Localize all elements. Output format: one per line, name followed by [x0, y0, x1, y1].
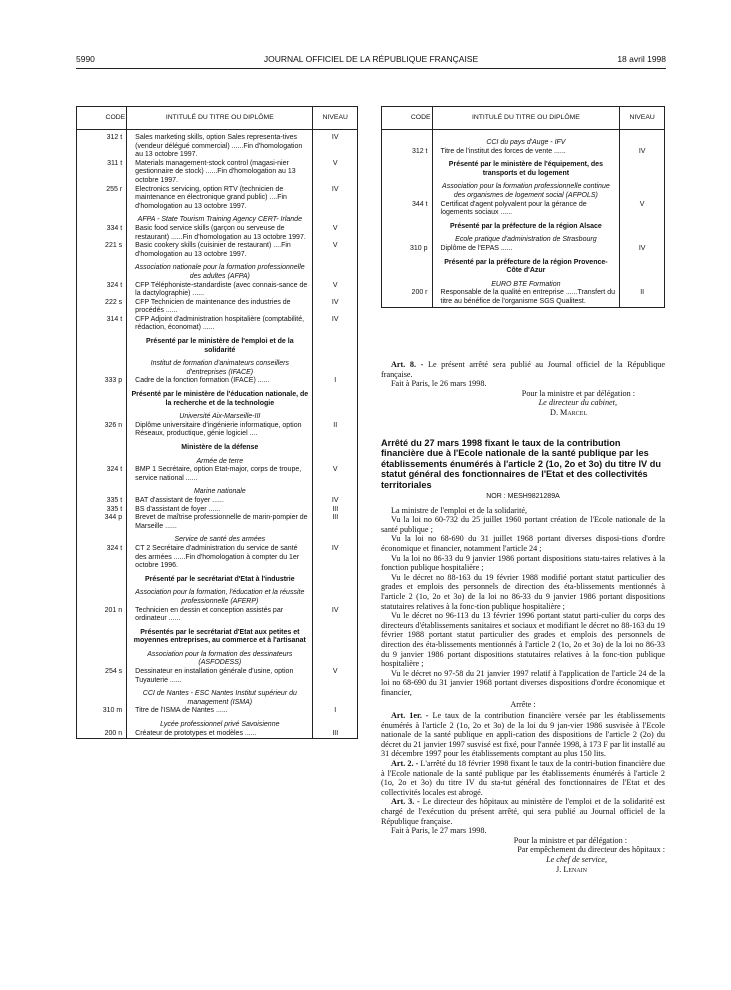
organisation-name: CCI du pays d'Auge - IFV [432, 134, 620, 148]
row-level: III [313, 730, 358, 739]
row-level: I [313, 707, 358, 716]
organisation-row [382, 276, 665, 290]
row-title-text: BMP 1 Secrétaire, option Etat-major, corps de troupe, service national ...... [135, 466, 302, 482]
article-8-block [381, 360, 665, 418]
row-level: IV [620, 245, 665, 254]
empty-code-cell [382, 156, 433, 178]
art3-text: Le directeur des hôpitaux au ministère de l'emploi et de la solidarité est chargé de l'exécution du présent arrêté, qui sera publié au Journal officiel de la République française. [381, 797, 666, 826]
table-row [77, 707, 358, 716]
nor-reference: NOR : MESH9821289A [486, 493, 560, 501]
section-heading: Présenté par la préfecture de la région Alsace [432, 218, 620, 232]
row-title-text: CT 2 Secrétaire d'administration du service de santé des armées ...... [135, 544, 298, 561]
row-title-text: Basic cookery skills (cuisinier de restaurant) .... [135, 242, 282, 250]
row-title [127, 668, 313, 685]
organisation-name: Association pour la formation des dessinateurs (ASFODESS) [127, 646, 313, 668]
table-row [382, 148, 665, 157]
art3-label: Art. 3. - [391, 797, 420, 807]
row-title-text: Titre de l'ISMA de Nantes ...... [135, 707, 228, 715]
empty-code-cell [77, 584, 127, 606]
art1-label: Art. 1er. - [391, 711, 429, 721]
table-row [77, 377, 358, 386]
visa-paragraph: Vu le décret no 96-113 du 13 février 1996 portant statut parti-culier du corps des directeurs d'établissements sanitaires et sociaux et modifiant le décret no 88-163 du 19 février 1988 portant statut particulier des grades et emplois des personnels de direction des éta-blissements mentionnés à l'article 2 (1o, 2o et 3o) de la loi no 86-33 du 9 janvier 1986 portant dispositions statutaires relatives à la fonc-tion publique hospitalière ; [381, 611, 665, 669]
row-title [127, 160, 313, 186]
row-title [127, 506, 313, 515]
row-title [432, 289, 620, 307]
section-heading: Présenté par le ministère de l'équipement, des transports et du logement [432, 156, 620, 178]
row-code: 314 t [77, 316, 127, 333]
organisation-name: Service de santé des armées [127, 531, 313, 545]
organisation-row [77, 355, 358, 377]
empty-level-cell [620, 231, 665, 245]
section-heading-row [382, 218, 665, 232]
row-title-text: BS d'assistant de foyer ...... [135, 505, 221, 513]
row-level: II [313, 422, 358, 439]
table-row [77, 186, 358, 212]
art8-sign2: Le directeur du cabinet, [538, 398, 617, 408]
empty-code-cell [382, 178, 433, 200]
empty-level-cell [313, 685, 358, 707]
organisation-name: EURO BTE Formation [432, 276, 620, 290]
empty-code-cell [382, 134, 433, 148]
row-code: 324 t [77, 545, 127, 571]
row-title [127, 134, 313, 160]
empty-code-cell [77, 531, 127, 545]
arrete-sign1: Pour la ministre et par délégation : [513, 835, 627, 845]
table-row [77, 242, 358, 259]
organisation-name: Marine nationale [127, 483, 313, 497]
empty-level-cell [620, 276, 665, 290]
empty-level-cell [313, 211, 358, 225]
section-heading-row [77, 439, 358, 453]
organisation-name: CCI de Nantes - ESC Nantes Institut supérieur du management (ISMA) [127, 685, 313, 707]
empty-code-cell [77, 624, 127, 646]
empty-level-cell [620, 134, 665, 148]
empty-code-cell [77, 355, 127, 377]
empty-code-cell [77, 646, 127, 668]
organisation-row [77, 259, 358, 281]
section-heading: Présenté par le secrétariat d'Etat à l'industrie [127, 571, 313, 585]
table-row [77, 545, 358, 571]
section-heading-row [382, 156, 665, 178]
art1-text: Le taux de la contribution financière versée par les établissements énumérés à l'article 2 (1o, 2o et 3o) de la loi du 9 jan-vier 1986 susvisée à l'Ecole nationale de la santé publique en appli-cation des dispositions de l'article 2 (2o) du décret du 21 janvier 1997 susvisé est fixé, pour l'année 1998, à 173 F par lit installé au 31 décembre 1997 pour les établissements comptant au plus 150 lits. [381, 711, 666, 759]
visa-paragraph: Vu la loi no 60-732 du 25 juillet 1960 portant création de l'Ecole nationale de la santé publique ; [381, 515, 665, 534]
organisation-row [77, 716, 358, 730]
organisation-name: Université Aix-Marseille-III [127, 408, 313, 422]
row-title-text: Créateur de prototypes et modèles ...... [135, 729, 257, 737]
art2-label: Art. 2. - [391, 759, 419, 769]
col-header-title: INTITULÉ DU TITRE OU DIPLÔME [432, 107, 620, 130]
page-number: 5990 [76, 54, 95, 64]
empty-level-cell [313, 259, 358, 281]
col-header-code: CODE [382, 107, 433, 130]
row-homologation-note: Transfert du titre au bénéfice de l'organisme SGS Qualitest. [440, 289, 615, 305]
organisation-row [77, 685, 358, 707]
row-title-text: Basic food service skills (garçon ou serveuse de restaurant) ...... [135, 224, 285, 241]
row-homologation-note: Fin d'homologation au 13 octobre 1997. [182, 233, 306, 241]
organisation-name: Institut de formation d'animateurs conseillers d'entreprises (IFACE) [127, 355, 313, 377]
row-code: 324 t [77, 282, 127, 299]
empty-level-cell [313, 483, 358, 497]
organisation-row [77, 408, 358, 422]
section-heading-row [77, 333, 358, 355]
art8-label: Art. 8. - [391, 360, 424, 369]
row-code: 310 m [77, 707, 127, 716]
arrete-block [381, 438, 665, 874]
visa-paragraph: Vu la loi no 68-690 du 31 juillet 1968 portant diverses disposi-tions d'ordre économique et financier, notamment l'article 24 ; [381, 534, 665, 553]
row-title-text: Cadre de la fonction formation (IFACE) ...... [135, 377, 270, 385]
empty-level-cell [620, 218, 665, 232]
section-heading: Présenté par le ministère de l'éducation nationale, de la recherche et de la technologie [127, 386, 313, 408]
row-code: 221 s [77, 242, 127, 259]
row-title [432, 245, 620, 254]
journal-title: JOURNAL OFFICIEL DE LA RÉPUBLIQUE FRANÇAISE [263, 54, 479, 64]
row-code: 324 t [77, 466, 127, 483]
table-row [77, 225, 358, 242]
issue-date: 18 avril 1998 [617, 54, 666, 64]
empty-level-cell [313, 453, 358, 467]
right-diploma-table [381, 106, 665, 308]
art8-sign1: Pour la ministre et par délégation : [521, 388, 635, 398]
row-code: 310 p [382, 245, 433, 254]
arrete-visas [381, 506, 665, 698]
row-code: 255 r [77, 186, 127, 212]
row-title-text: Diplôme universitaire d'ingénierie informatique, option Réseaux, productique, génie logiciel .... [135, 421, 302, 438]
row-title [127, 225, 313, 242]
row-homologation-note: Fin d'homologation au 13 octobre 1997. [135, 242, 291, 258]
row-code: 222 s [77, 299, 127, 316]
row-title [127, 607, 313, 624]
organisation-name: Lycée professionnel privé Savoisienne [127, 716, 313, 730]
row-homologation-note: Fin d'homologation à compter du 1er octobre 1996. [135, 553, 300, 570]
art8-text: Le présent arrêté sera publié au Journal officiel de la République française. [381, 360, 666, 379]
arrete-sign2: Par empêchement du directeur des hôpitaux : [517, 845, 665, 855]
art2-text: L'arrêté du 18 février 1998 fixant le taux de la contri-bution financière due à l'Ecole nationale de la santé publique par les établissements énumérés à l'article 2 (1o, 2o et 3o) du titre IV du sta-tut général des fonctionnaires de l'Etat et des collectivités locales est abrogé. [381, 759, 666, 797]
table-row [77, 607, 358, 624]
col-header-level: NIVEAU [620, 107, 665, 130]
row-title [127, 282, 313, 299]
row-level: IV [313, 299, 358, 316]
row-title [127, 545, 313, 571]
row-title [127, 707, 313, 716]
empty-code-cell [77, 453, 127, 467]
row-title-text: Dessinateur en installation générale d'usine, option Tuyauterie ...... [135, 668, 294, 684]
row-title-text: Electronics servicing, option RTV (technicien de maintenance en électronique grand public) .... [135, 185, 284, 202]
visa-paragraph: Vu la loi no 86-33 du 9 janvier 1986 portant dispositions statu-taires relatives à la fonction publique hospitalière ; [381, 553, 665, 573]
row-title [127, 316, 313, 333]
organisation-name: Association nationale pour la formation professionnelle des adultes (AFPA) [127, 259, 313, 281]
row-level: V [313, 242, 358, 259]
table-row [77, 422, 358, 439]
row-title-text: Titre de l'institut des forces de vente ...... [440, 147, 566, 155]
row-title [127, 514, 313, 531]
empty-code-cell [382, 218, 433, 232]
row-title [127, 422, 313, 439]
row-code: 335 t [77, 497, 127, 506]
row-level: V [313, 466, 358, 483]
empty-level-cell [620, 254, 665, 276]
row-title-text: CFP Technicien de maintenance des industries de procédés ...... [135, 298, 291, 315]
organisation-name: Association pour la formation professionnelle continue des organismes de logement social (AFPOLS) [432, 178, 620, 200]
empty-code-cell [77, 685, 127, 707]
table-row [382, 201, 665, 218]
row-level: IV [313, 607, 358, 624]
empty-level-cell [313, 624, 358, 646]
visa-paragraph: La ministre de l'emploi et de la solidarité, [391, 505, 528, 515]
empty-code-cell [77, 333, 127, 355]
row-title [127, 186, 313, 212]
section-heading-row [77, 386, 358, 408]
empty-level-cell [313, 646, 358, 668]
row-title [127, 497, 313, 506]
row-level: III [313, 506, 358, 515]
arrete-sign4: J. Lenain [556, 864, 587, 874]
table-row [77, 466, 358, 483]
table-row [77, 299, 358, 316]
row-homologation-note: Fin d'homologation au 13 octobre 1997. [135, 168, 296, 184]
row-title [432, 201, 620, 218]
header-rule [76, 68, 666, 69]
row-title [127, 466, 313, 483]
row-title-text: Responsable de la qualité en entreprise ...... [440, 289, 578, 297]
empty-level-cell [313, 355, 358, 377]
row-code: 200 n [77, 730, 127, 739]
row-title [127, 242, 313, 259]
empty-code-cell [77, 483, 127, 497]
empty-level-cell [313, 716, 358, 730]
row-title [127, 730, 313, 739]
arrete-done: Fait à Paris, le 27 mars 1998. [391, 826, 487, 836]
row-code: 326 n [77, 422, 127, 439]
empty-level-cell [313, 408, 358, 422]
empty-level-cell [313, 571, 358, 585]
organisation-row [77, 453, 358, 467]
empty-code-cell [77, 716, 127, 730]
art8-sign3: D. Marcel [550, 407, 587, 417]
row-title-text: CFP Adjoint d'administration hospitalière (comptabilité, rédaction, économat) ...... [135, 315, 305, 332]
empty-code-cell [77, 571, 127, 585]
arrete-word: Arrête : [510, 699, 536, 709]
empty-level-cell [313, 333, 358, 355]
row-code: 344 t [382, 201, 433, 218]
table-row [382, 245, 665, 254]
empty-level-cell [620, 156, 665, 178]
row-code: 201 n [77, 607, 127, 624]
row-level: V [313, 282, 358, 299]
empty-code-cell [77, 211, 127, 225]
empty-level-cell [313, 386, 358, 408]
row-level: IV [313, 497, 358, 506]
row-code: 254 s [77, 668, 127, 685]
section-heading: Présenté par le ministère de l'emploi et de la solidarité [127, 333, 313, 355]
empty-code-cell [77, 386, 127, 408]
row-title [127, 377, 313, 386]
row-title-text: BAT d'assistant de foyer ...... [135, 496, 224, 504]
row-code: 344 p [77, 514, 127, 531]
visa-paragraph: Vu le décret no 97-58 du 21 janvier 1997 relatif à l'application de l'article 24 de la loi no 68-690 du 31 janvier 1968 portant diverses dispositions d'ordre économique et financier, [381, 668, 665, 697]
organisation-row [382, 231, 665, 245]
organisation-row [77, 483, 358, 497]
row-title [432, 148, 620, 157]
row-level: IV [313, 186, 358, 212]
row-title-text: Diplôme de l'EPAS ...... [440, 244, 513, 252]
row-level: II [620, 289, 665, 307]
row-title-text: Materials management-stock control (magasi-nier gestionnaire de stock) ...... [135, 159, 289, 176]
empty-code-cell [77, 259, 127, 281]
row-title-text: Brevet de maîtrise professionnelle de marin-pompier de Marseille ...... [135, 514, 308, 530]
section-heading: Présentés par le secrétariat d'Etat aux petites et moyennes entreprises, au commerce et à l'artisanat [127, 624, 313, 646]
table-row [77, 134, 358, 160]
empty-code-cell [382, 276, 433, 290]
row-level: V [313, 160, 358, 186]
row-code: 334 t [77, 225, 127, 242]
row-level: V [620, 201, 665, 218]
table-row [77, 514, 358, 531]
empty-code-cell [382, 231, 433, 245]
row-title [127, 299, 313, 316]
row-homologation-note: Fin d'homologation au 13 octobre 1997. [135, 194, 287, 210]
empty-code-cell [382, 254, 433, 276]
row-code: 312 t [77, 134, 127, 160]
row-code: 335 t [77, 506, 127, 515]
col-header-code: CODE [77, 107, 127, 130]
table-row [77, 497, 358, 506]
row-level: V [313, 225, 358, 242]
section-heading-row [77, 624, 358, 646]
empty-level-cell [313, 584, 358, 606]
table-row [77, 160, 358, 186]
empty-code-cell [77, 439, 127, 453]
art8-done: Fait à Paris, le 26 mars 1998. [391, 379, 487, 389]
col-header-level: NIVEAU [313, 107, 358, 130]
row-level: IV [313, 316, 358, 333]
section-heading-row [77, 571, 358, 585]
organisation-name: Armée de terre [127, 453, 313, 467]
table-row [77, 282, 358, 299]
row-code: 200 r [382, 289, 433, 307]
empty-code-cell [77, 408, 127, 422]
table-row [77, 730, 358, 739]
section-heading: Présenté par la préfecture de la région Provence-Côte d'Azur [432, 254, 620, 276]
organisation-name: Ecole pratique d'administration de Strasbourg [432, 231, 620, 245]
row-title-text: CFP Téléphoniste-standardiste (avec connais-sance de la dactylographie) ...... [135, 281, 308, 298]
table-row [77, 506, 358, 515]
row-level: I [313, 377, 358, 386]
left-diploma-table [76, 106, 358, 739]
row-code: 333 p [77, 377, 127, 386]
section-heading-row [382, 254, 665, 276]
organisation-row [77, 531, 358, 545]
empty-level-cell [620, 178, 665, 200]
col-header-title: INTITULÉ DU TITRE OU DIPLÔME [127, 107, 313, 130]
table-row [382, 289, 665, 307]
row-level: IV [620, 148, 665, 157]
row-level: V [313, 668, 358, 685]
table-row [77, 316, 358, 333]
organisation-row [382, 178, 665, 200]
visa-paragraph: Vu le décret no 88-163 du 19 février 1988 modifié portant statut particulier des grades et emplois des personnels de direction des éta-blissements mentionnés à l'article 2 (1o, 2o et 3o) de la loi no 86-33 du 9 janvier 1986 portant dispositions statutaires relatives à la fonc-tion publique hospitalière ; [381, 572, 665, 611]
row-title-text: Sales marketing skills, option Sales representa-tives (vendeur délégué commercial) ...... [135, 134, 298, 150]
empty-level-cell [313, 439, 358, 453]
row-title-text: Technicien en dessin et conception assistés par ordinateur ...... [135, 606, 284, 623]
row-title-text: Certificat d'agent polyvalent pour la gérance de logements sociaux ...... [440, 200, 587, 217]
row-code: 311 t [77, 160, 127, 186]
row-level: IV [313, 134, 358, 160]
empty-level-cell [313, 531, 358, 545]
row-level: IV [313, 545, 358, 571]
table-row [77, 668, 358, 685]
organisation-name: Association pour la formation, l'éducation et la réussite professionnelle (AFERP) [127, 584, 313, 606]
organisation-row [77, 584, 358, 606]
row-homologation-note: Fin d'homologation au 13 octobre 1997. [135, 142, 303, 159]
row-level: III [313, 514, 358, 531]
organisation-row [382, 134, 665, 148]
arrete-title: Arrêté du 27 mars 1998 fixant le taux de la contribution financière due à l'Ecole nationale de la santé publique par les établissements énumérés à l'article 2 (1o, 2o et 3o) du titre IV du statut général des fonctionnaires de l'Etat et des collectivités territoriales [381, 438, 661, 490]
section-heading: Ministère de la défense [127, 439, 313, 453]
arrete-sign3: Le chef de service, [546, 855, 607, 864]
row-code: 312 t [382, 148, 433, 157]
organisation-row [77, 646, 358, 668]
organisation-row [77, 211, 358, 225]
organisation-name: AFPA - State Tourism Training Agency CERT- Irlande [127, 211, 313, 225]
